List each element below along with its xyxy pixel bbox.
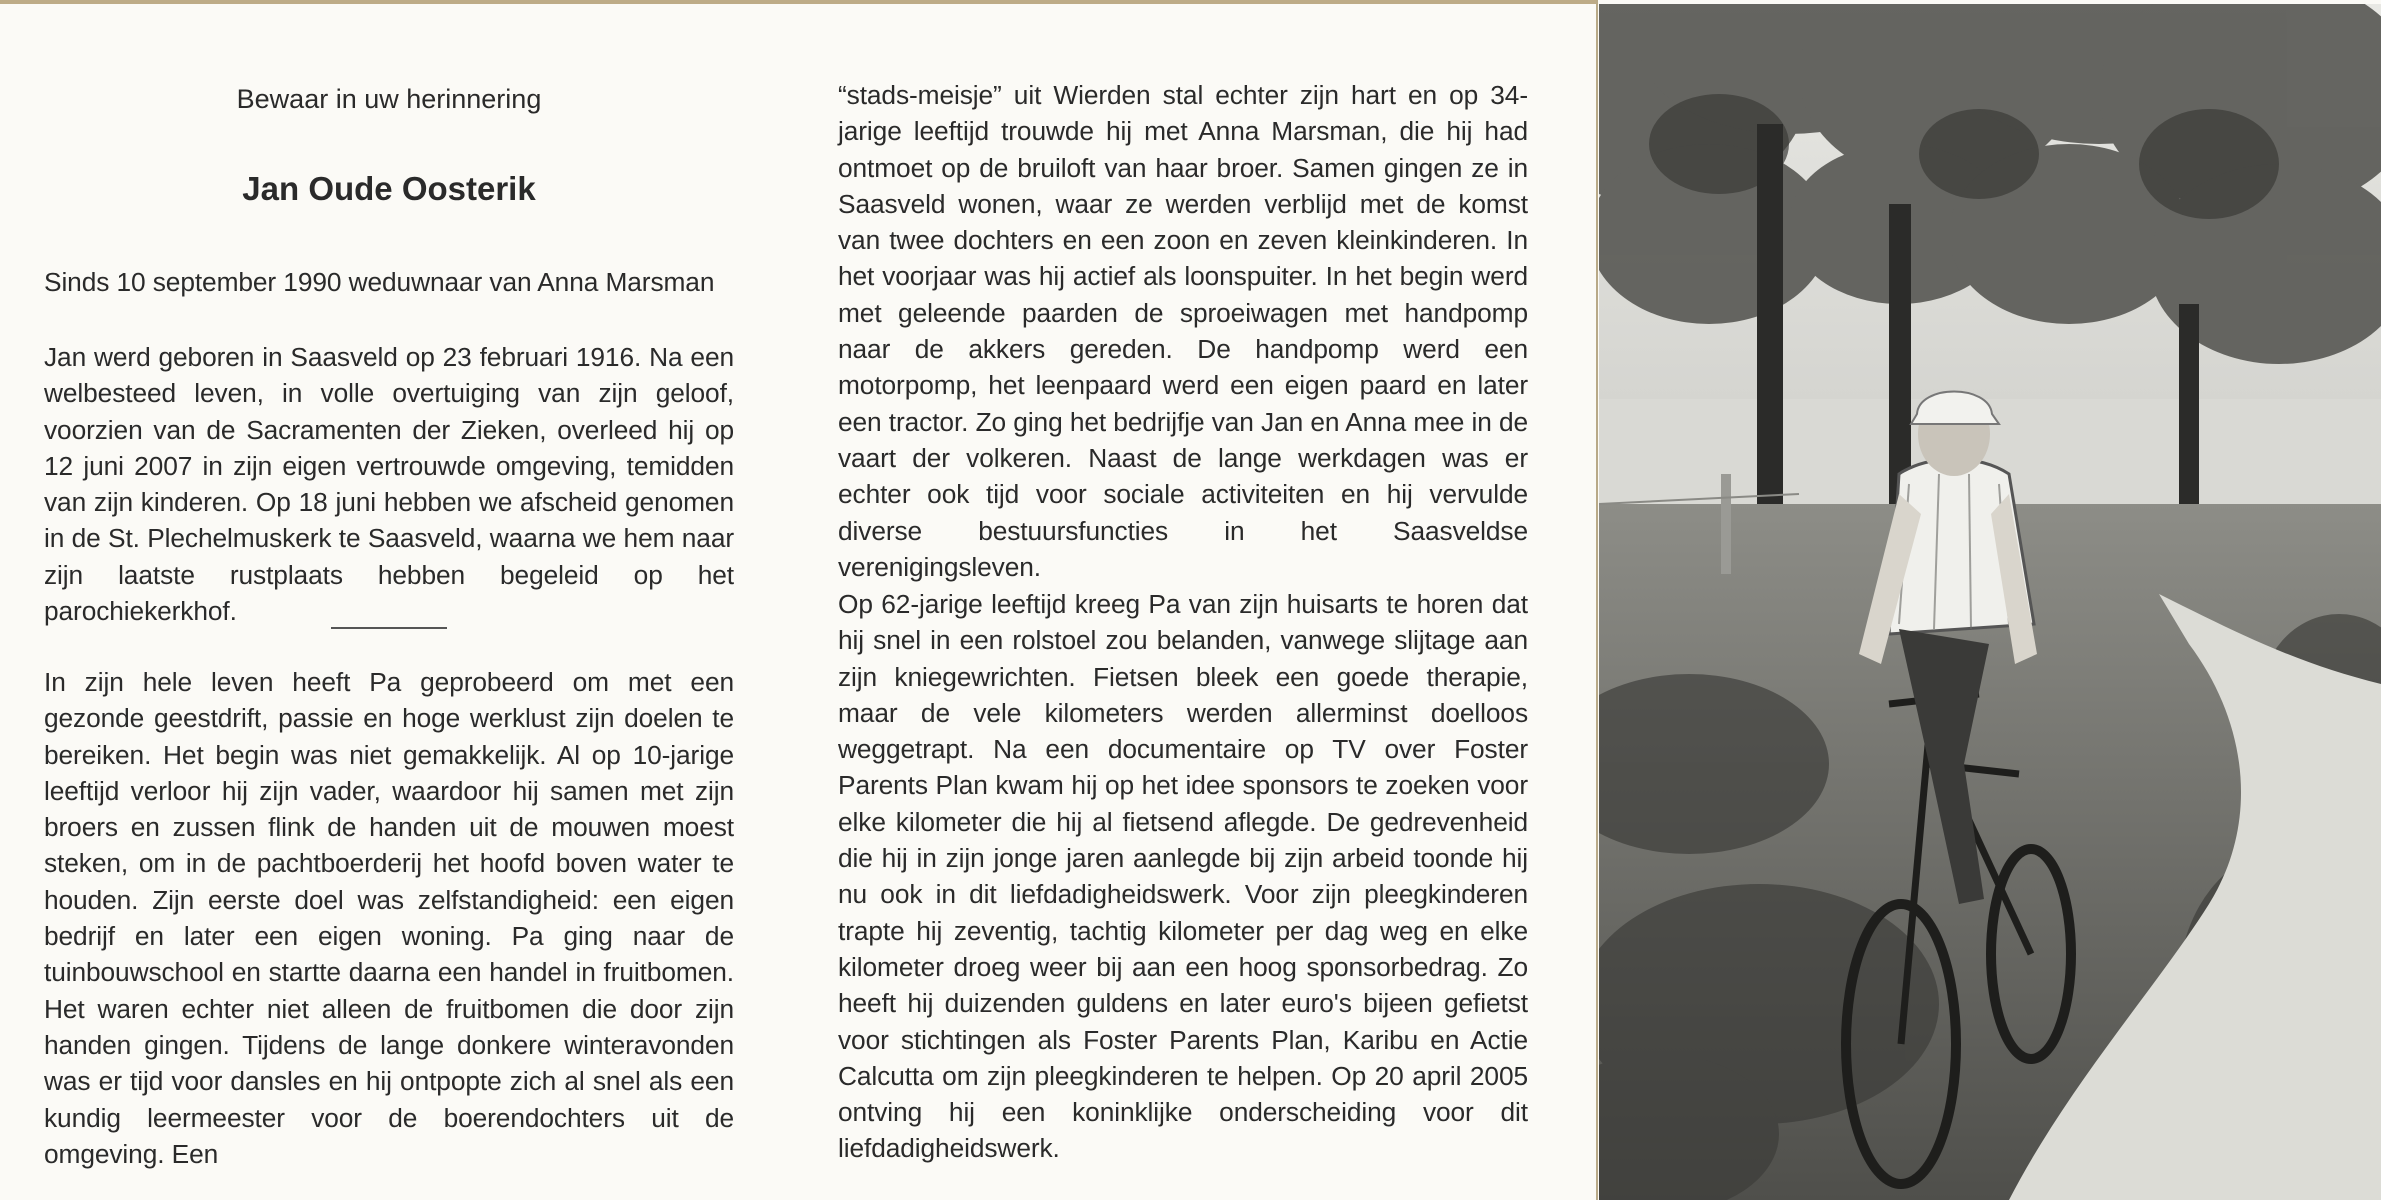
biography-paragraph-3: “stads-meisje” uit Wierden stal echter zijn hart en op 34-jarige leeftijd trouwde hij met Anna Marsman, die hij had ontmoet op de bruiloft van haar broer. Samen gingen ze in Saasveld wonen, waar ze werden verblijd met de komst van twee dochters en een zoon en zeven kleinkinderen. In het voorjaar was hij actief als loonspuiter. In het begin werd met geleende paarden de sproeiwagen met handpomp naar de akkers gereden. De handpomp werd een motorpomp, het leenpaard werd een eigen paard en later een tractor. Zo ging het bedrijfje van Jan en Anna mee in de vaart der volkeren. Naast de lange werkdagen was er echter ook tijd voor sociale activiteiten en hij vervulde diverse bestuursfuncties in het Saasveldse verenigingsleven.	[838, 80, 1528, 582]
middle-panel	[838, 0, 1528, 1200]
biography-paragraph-2: In zijn hele leven heeft Pa geprobeerd om met een gezonde geestdrift, passie en hoge werklust zijn doelen te bereiken. Het begin was niet gemakkelijk. Al op 10-jarige leeftijd verloor hij zijn vader, waardoor hij samen met zijn broers en zussen flink de handen uit de mouwen moest steken, om in de pachtboerderij het hoofd boven water te houden. Zijn eerste doel was zelfstandigheid: een eigen bedrijf en later een eigen woning. Pa ging naar de tuinbouwschool en startte daarna een handel in fruitbomen. Het waren echter niet alleen de fruitbomen die door zijn handen gingen. Tijdens de lange donkere winteravonden was er tijd voor dansles en hij ontpopte zich al snel als een kundig leermeester voor de boerendochters uit de omgeving. Een	[44, 667, 734, 1169]
memorial-heading: Bewaar in uw herinnering	[236, 84, 542, 114]
cyclist-photo-illustration	[1599, 4, 2381, 1200]
biography-paragraph-1: Jan werd geboren in Saasveld op 23 februari 1916. Na een welbesteed leven, in volle overtuiging van zijn geloof, voorzien van de Sacramenten der Zieken, overleed hij op 12 juni 2007 in zijn eigen vertrouwde omgeving, temidden van zijn kinderen. Op 18 juni hebben we afscheid genomen in de St. Plechelmuskerk te Saasveld, waarna we hem naar zijn laatste rustplaats hebben begeleid op het parochiekerkhof.	[44, 342, 734, 627]
section-divider	[331, 627, 447, 629]
portrait-photo	[1599, 4, 2381, 1200]
left-panel	[44, 0, 734, 1200]
card-fold-line	[1596, 0, 1598, 1200]
deceased-name: Jan Oude Oosterik	[242, 170, 536, 207]
biography-paragraph-4: Op 62-jarige leeftijd kreeg Pa van zijn huisarts te horen dat hij snel in een rolstoel zou belanden, vanwege slijtage aan zijn kniegewrichten. Fietsen bleek een goede therapie, maar de vele kilometers werden allerminst doelloos weggetrapt. Na een documentaire op TV over Foster Parents Plan kwam hij op het idee sponsors te zoeken voor elke kilometer die hij al fietsend aflegde. De gedrevenheid die hij in zijn jonge jaren aanlegde bij zijn arbeid toonde hij nu ook in dit liefdadigheidswerk. Voor zijn pleegkinderen trapte hij zeventig, tachtig kilometer per dag weg en elke kilometer droeg weer bij aan een hoog sponsorbedrag. Zo heeft hij duizenden guldens en later euro's bijeen gefietst voor stichtingen als Foster Parents Plan, Karibu en Actie Calcutta om zijn pleegkinderen te helpen. Op 20 april 2005 ontving hij een koninklijke onderscheiding voor dit liefdadigheidswerk.	[838, 589, 1528, 1164]
widower-line: Sinds 10 september 1990 weduwnaar van Anna Marsman	[44, 267, 715, 297]
